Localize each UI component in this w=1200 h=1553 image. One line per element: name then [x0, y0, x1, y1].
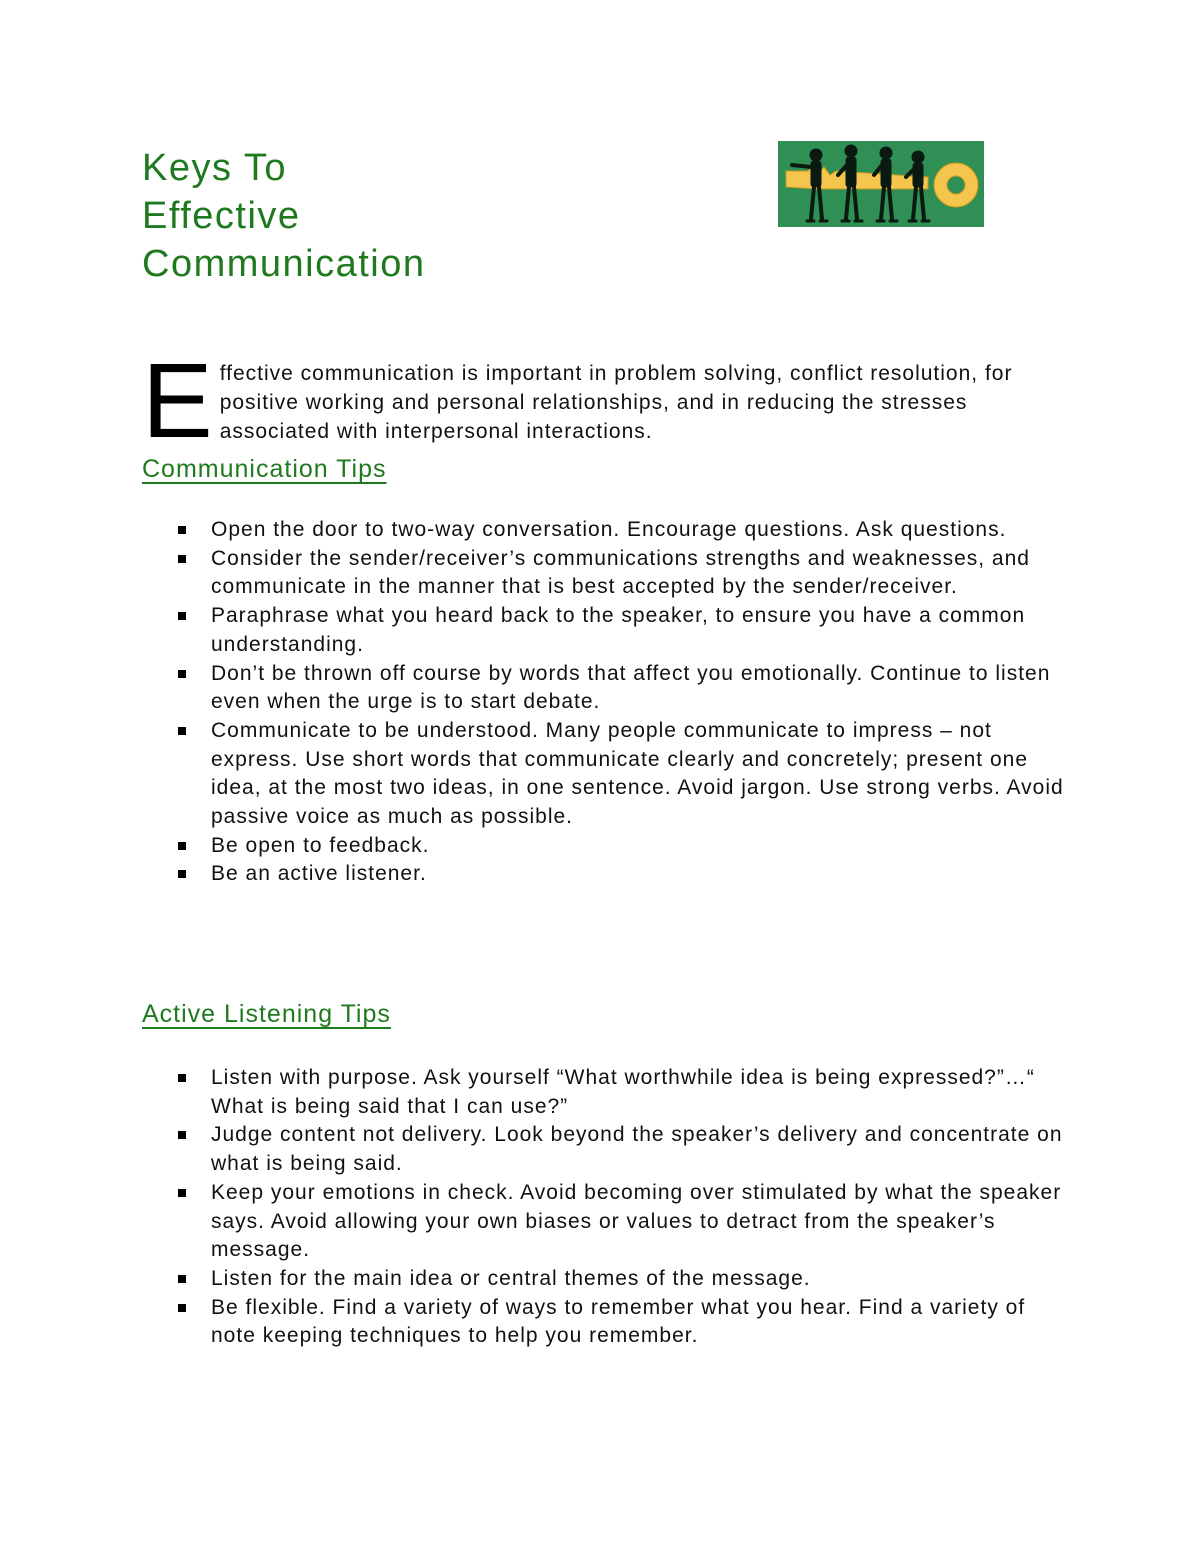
active-listening-tips-heading: Active Listening Tips: [142, 1000, 391, 1028]
communication-tips-list: [142, 516, 1072, 889]
active-listening-tips-list: [142, 1064, 1072, 1351]
list-item: Judge content not delivery. Look beyond the speaker’s delivery and concentrate on what is being said.: [142, 1121, 1072, 1178]
list-item: Be open to feedback.: [142, 832, 1072, 861]
page-title: [142, 144, 426, 288]
title-line-2: Effective: [142, 195, 301, 237]
list-item: Consider the sender/receiver’s communications strengths and weaknesses, and communicate in the manner that is best accepted by the sender/receiver.: [142, 545, 1072, 602]
title-line-1: Keys To: [142, 147, 287, 189]
communication-tips-heading: Communication Tips: [142, 455, 387, 483]
drop-cap: E: [142, 342, 214, 460]
list-item: Open the door to two-way conversation. Encourage questions. Ask questions.: [142, 516, 1072, 545]
list-item: Paraphrase what you heard back to the speaker, to ensure you have a common understanding.: [142, 602, 1072, 659]
list-item: Listen for the main idea or central themes of the message.: [142, 1265, 1072, 1294]
list-item: Be an active listener.: [142, 860, 1072, 889]
list-item: Don’t be thrown off course by words that affect you emotionally. Continue to listen even when the urge is to start debate.: [142, 660, 1072, 717]
list-item: Be flexible. Find a variety of ways to remember what you hear. Find a variety of note keeping techniques to help you remember.: [142, 1294, 1072, 1351]
intro-text: ffective communication is important in problem solving, conflict resolution, for positive working and personal relationships, and in reducing the stresses associated with interpersonal interactions.: [219, 362, 1013, 443]
list-item: Keep your emotions in check. Avoid becoming over stimulated by what the speaker says. Avoid allowing your own biases or values to detract from the speaker’s message.: [142, 1179, 1072, 1265]
people-carrying-key-icon: [778, 141, 984, 227]
list-item: Listen with purpose. Ask yourself “What worthwhile idea is being expressed?”…“ What is being said that I can use?”: [142, 1064, 1072, 1121]
list-item: Communicate to be understood. Many people communicate to impress – not express. Use short words that communicate clearly and concretely; present one idea, at the most two ideas, in one sentence. Avoid jargon. Use strong verbs. Avoid passive voice as much as possible.: [142, 717, 1072, 832]
intro-paragraph: [142, 342, 1062, 460]
title-line-3: Communication: [142, 243, 426, 285]
